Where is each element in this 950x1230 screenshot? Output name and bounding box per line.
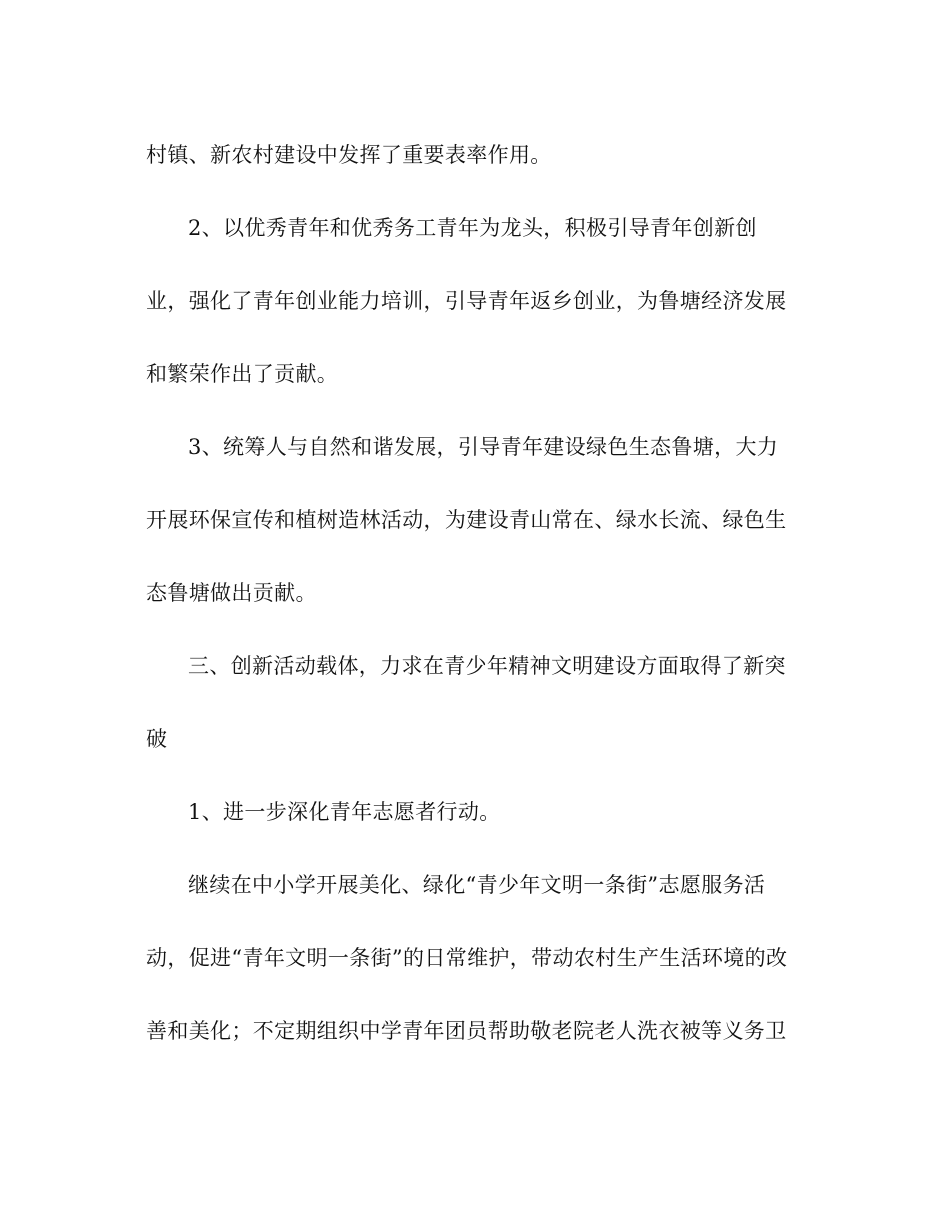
text-line: 和繁荣作出了贡献。	[146, 362, 339, 386]
text-line: 态鲁塘做出贡献。	[146, 581, 317, 605]
section-heading-line: 破	[146, 727, 168, 751]
text-line: 3、统筹人与自然和谐发展，引导青年建设绿色生态鲁塘，大力	[188, 435, 779, 459]
subheading-line: 1、进一步深化青年志愿者行动。	[188, 800, 501, 824]
text-line: 业，强化了青年创业能力培训，引导青年返乡创业，为鲁塘经济发展	[146, 289, 787, 313]
section-heading-line: 三、创新活动载体，力求在青少年精神文明建设方面取得了新突	[188, 654, 786, 678]
text-line: 动，促进“青年文明一条街”的日常维护，带动农村生产生活环境的改	[146, 946, 788, 970]
text-line: 开展环保宣传和植树造林活动，为建设青山常在、绿水长流、绿色生	[146, 508, 787, 532]
text-line: 善和美化；不定期组织中学青年团员帮助敬老院老人洗衣被等义务卫	[146, 1019, 787, 1043]
text-line: 继续在中小学开展美化、绿化“青少年文明一条街”志愿服务活	[188, 873, 766, 897]
text-line: 2、以优秀青年和优秀务工青年为龙头，积极引导青年创新创	[188, 216, 757, 240]
text-line: 村镇、新农村建设中发挥了重要表率作用。	[146, 143, 552, 167]
